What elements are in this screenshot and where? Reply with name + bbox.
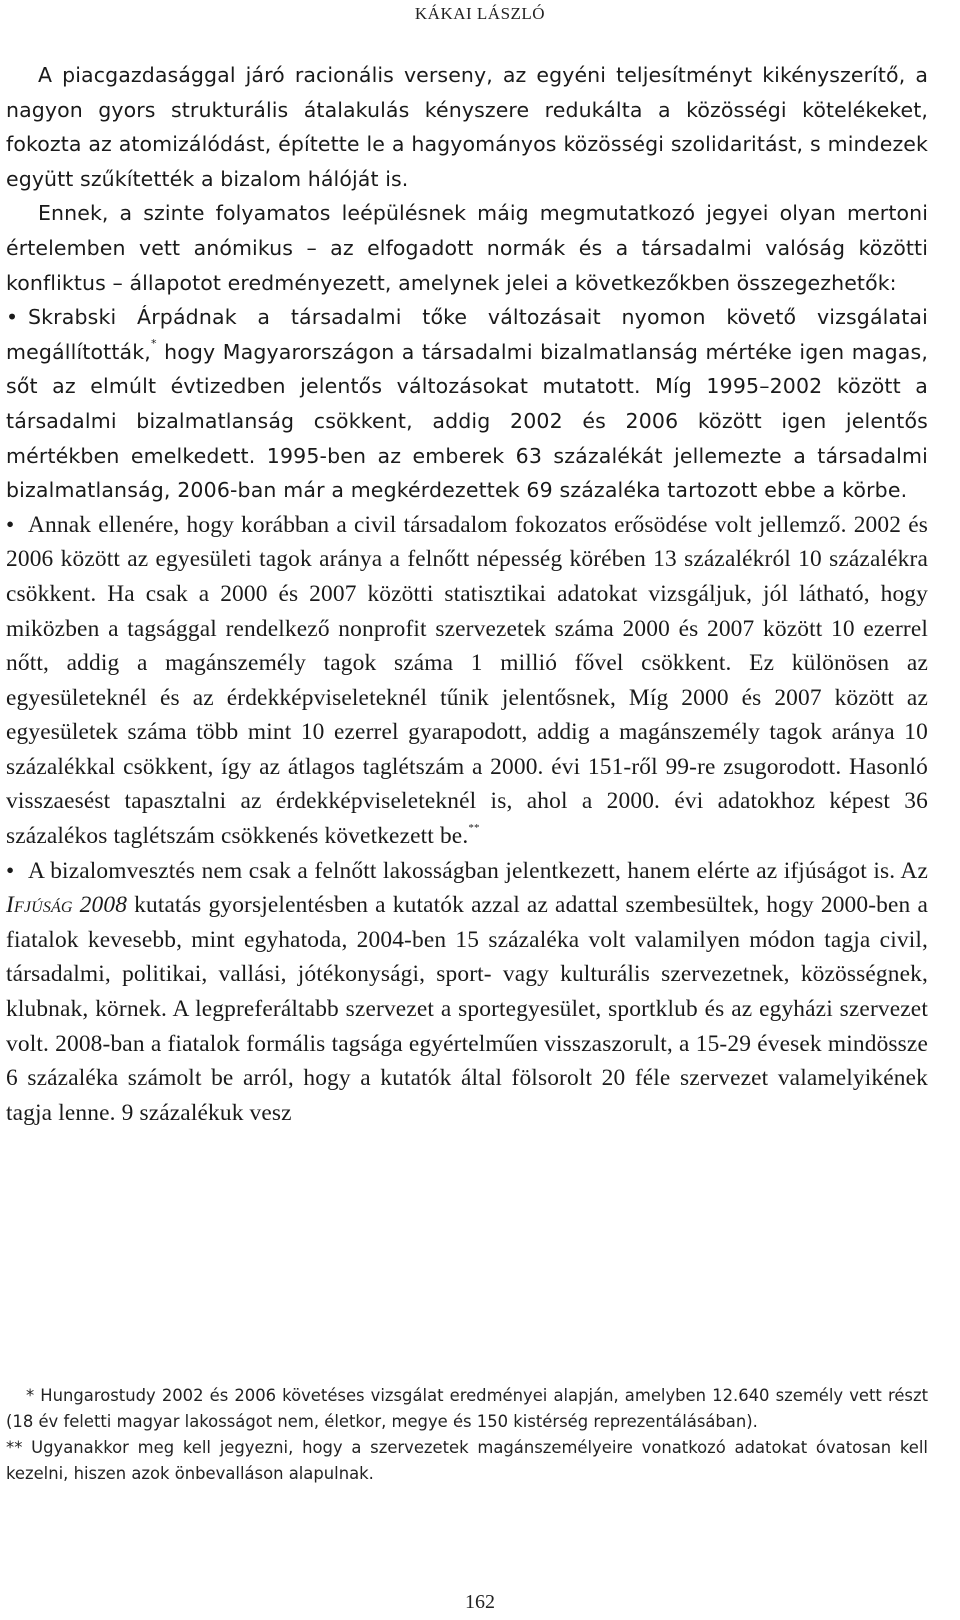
bullet-marker: • xyxy=(6,305,19,330)
footnote-1: * Hungarostudy 2002 és 2006 követéses vizsgálat eredményei alapján, amelyben 12.640 személy vett részt (18 év feletti magyar lakosságot nem, életkor, megye és 150 kistérség reprezentálásában). xyxy=(6,1386,928,1431)
bullet-item-3 xyxy=(6,854,928,1131)
page-number: 162 xyxy=(465,1591,495,1613)
bullet-3-text-a: A bizalomvesztés nem csak a felnőtt lakosságban jelentkezett, hanem elérte az ifjúságot is. Az xyxy=(28,857,928,884)
footnote-ref-2: ** xyxy=(468,822,480,835)
bullet-3-text-b: kutatás gyorsjelentésben a kutatók azzal az adattal szembesültek, hogy 2000-ben a fiatalok kevesebb, mint egyhatoda, 2004-ben 15 százaléka volt valamilyen módon tagja civil, társadalmi, politikai, vallási, jótékonysági, sport- vagy kulturális szervezetnek, közösségnek, klubnak, körnek. A legpreferáltabb szervezet a sportegyesület, sportklub és az egyházi szervezet volt. 2008-ban a fiatalok formális tagsága egyértelműen visszaszorult, a 15-29 évesek mindössze 6 százaléka számolt be arról, hogy a kutatók által fölsorolt 20 féle szervezet valamelyikének tagja lenne. 9 százalékuk vesz xyxy=(6,892,928,1126)
bullet-item-2 xyxy=(6,508,928,854)
survey-title: Ifjúság 2008 xyxy=(6,892,128,919)
bullet-1-text-b: hogy Magyarországon a társadalmi bizalmatlanság mértéke igen magas, sőt az elmúlt évtizedben jelentős változásokat mutatott. Míg 1995–2002 között a társadalmi bizalmatlanság csökkent, addig 2002 és 2006 között igen jelentős mértékben emelkedett. 1995-ben az emberek 63 százalékát jellemezte a társadalmi bizalmatlanság, 2006-ban már a megkérdezettek 69 százaléka tartozott ebbe a körbe. xyxy=(6,339,928,503)
footnote-2: ** Ugyanakkor meg kell jegyezni, hogy a szervezetek magánszemélyeire vonatkozó adatokat óvatosan kell kezelni, hiszen azok önbevalláson alapulnak. xyxy=(6,1438,928,1483)
running-head: KÁKAI LÁSZLÓ xyxy=(414,4,546,23)
bullet-2-text: Annak ellenére, hogy korábban a civil társadalom fokozatos erősödése volt jellemző. 2002 és 2006 között az egyesületi tagok aránya a felnőtt népesség körében 13 százalékról 10 százalékra csökkent. Ha csak a 2000 és 2007 közötti statisztikai adatokat vizsgáljuk, jól látható, hogy miközben a tagsággal rendelkező nonprofit szervezetek száma 2000 és 2007 között 10 ezerrel nőtt, addig a magánszemély tagok száma 1 millió fővel csökkent. Ez különösen az egyesületeknél és az érdekképviseleteknél tűnik jelentősnek, Míg 2000 és 2007 között az egyesületek száma több mint 10 ezerrel gyarapodott, addig a magánszemély tagok aránya 10 százalékkal csökkent, így az átlagos taglétszám a 2000. évi 151-ről 99-re zsugorodott. Hasonló visszaesést tapasztalni az érdekképviseleteknél is, ahol a 2000. évi adatokhoz képest 36 százalékos taglétszám csökkenés következett be. xyxy=(6,511,928,850)
body-text xyxy=(6,58,928,1130)
paragraph-1: A piacgazdasággal járó racionális verseny, az egyéni teljesítményt kikényszerítő, a nagyon gyors strukturális átalakulás kényszere redukálta a közösségi kötelékeket, fokozta az atomizálódást, építette le a hagyományos közösségi szolidaritást, s mindezek együtt szűkítették a bizalom hálóját is. xyxy=(6,63,928,191)
footnote-ref-1: * xyxy=(150,336,157,350)
footnotes xyxy=(6,1383,928,1487)
paragraph-2: Ennek, a szinte folyamatos leépülésnek máig megmutatkozó jegyei olyan mertoni értelemben vett anómikus – az elfogadott normák és a társadalmi valóság közötti konfliktus – állapotot eredményezett, amelynek jelei a következőkben összegezhetők: xyxy=(6,201,928,295)
bullet-marker: • xyxy=(6,511,15,538)
bullet-item-1 xyxy=(6,300,928,508)
bullet-marker: • xyxy=(6,857,15,884)
bullet-1-text-a: Skrabski Árpádnak a társadalmi tőke változásait nyomon követő vizsgálatai megállították, xyxy=(6,305,928,364)
